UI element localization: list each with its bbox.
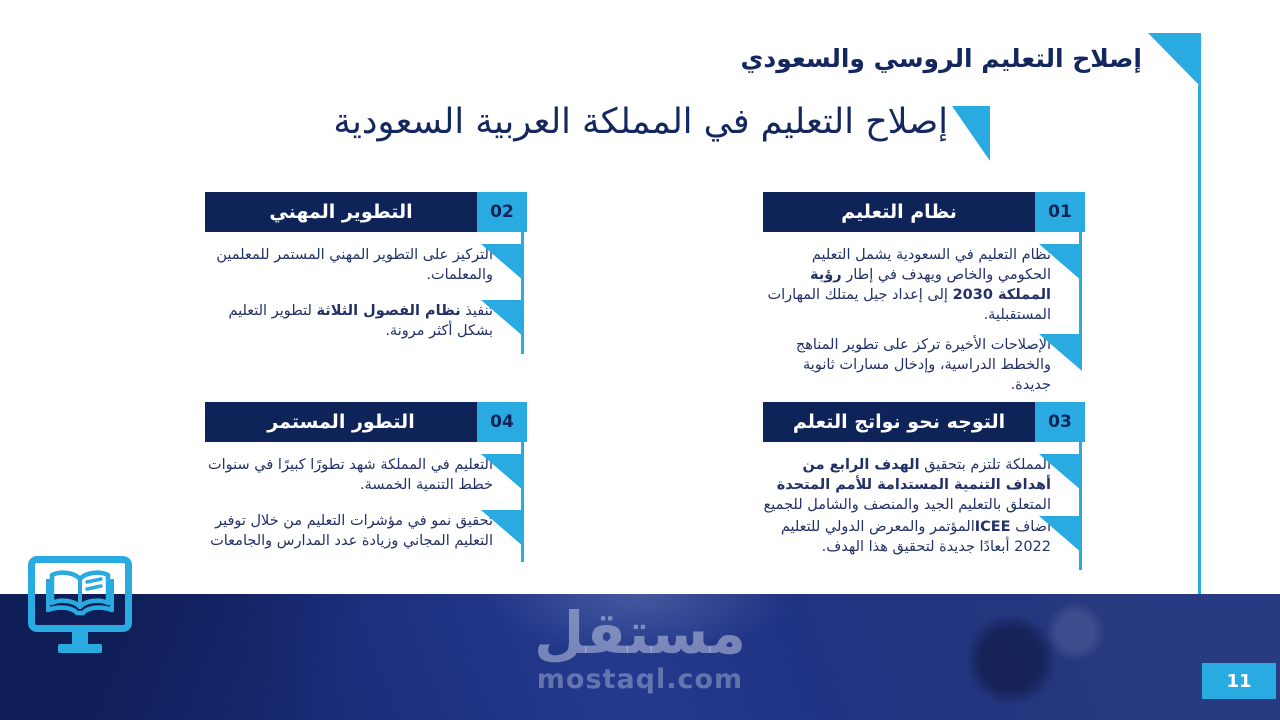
box-number-tab: 02 (477, 192, 527, 232)
box-paragraph: التعليم في المملكة شهد تطورًا كبيرًا في سنوات خطط التنمية الخمسة. (205, 455, 493, 495)
info-box-01 (763, 192, 1085, 405)
box-number-tab: 04 (477, 402, 527, 442)
watermark-domain: mostaql.com (536, 664, 744, 695)
box-body (205, 442, 527, 551)
slide-subtitle: إصلاح التعليم الروسي والسعودي (740, 44, 1142, 73)
info-box-04 (205, 402, 527, 561)
info-box-03 (763, 402, 1085, 567)
box-paragraph: الإصلاحات الأخيرة تركز على تطوير المناهج والخطط الدراسية، وإدخال مسارات ثانوية جديدة. (763, 335, 1051, 395)
box-paragraph: أضاف ICEEالمؤتمر والمعرض الدولي للتعليم 2022 أبعادًا جديدة لتحقيق هذا الهدف. (763, 517, 1051, 557)
monitor-base (58, 644, 102, 653)
box-header (205, 402, 527, 442)
box-body (205, 232, 527, 341)
box-paragraph: نظام التعليم في السعودية يشمل التعليم الحكومي والخاص ويهدف في إطار رؤية المملكة 2030 إلى إعداد جيل يمتلك المهارات المستقبلية. (763, 245, 1051, 325)
box-title: التطور المستمر (205, 402, 477, 442)
box-paragraph: تحقيق نمو في مؤشرات التعليم من خلال توفير التعليم المجاني وزيادة عدد المدارس والجامعات (205, 511, 493, 551)
watermark-arabic: مستقل (533, 599, 747, 667)
title-triangle-icon (952, 106, 990, 161)
box-paragraph: المملكة تلتزم بتحقيق الهدف الرابع من أهداف التنمية المستدامة للأمم المتحدة المتعلق بالتعليم الجيد والمنصف والشامل للجميع (763, 455, 1051, 515)
box-body (763, 442, 1085, 557)
slide-title: إصلاح التعليم في المملكة العربية السعودية (333, 102, 948, 142)
box-title: التوجه نحو نواتج التعلم (763, 402, 1035, 442)
box-paragraph: تنفيذ نظام الفصول الثلاثة لتطوير التعليم بشكل أكثر مرونة. (205, 301, 493, 341)
info-box-02 (205, 192, 527, 351)
box-number-tab: 01 (1035, 192, 1085, 232)
box-paragraph: التركيز على التطوير المهني المستمر للمعلمين والمعلمات. (205, 245, 493, 285)
box-header (763, 402, 1085, 442)
box-header (205, 192, 527, 232)
right-accent-line (1198, 85, 1201, 664)
box-number-tab: 03 (1035, 402, 1085, 442)
box-body (763, 232, 1085, 395)
watermark (533, 599, 747, 695)
box-header (763, 192, 1085, 232)
corner-triangle-icon (1148, 33, 1201, 87)
box-title: التطوير المهني (205, 192, 477, 232)
open-book-icon (46, 567, 114, 619)
box-title: نظام التعليم (763, 192, 1035, 232)
page-number-badge: 11 (1202, 663, 1276, 699)
